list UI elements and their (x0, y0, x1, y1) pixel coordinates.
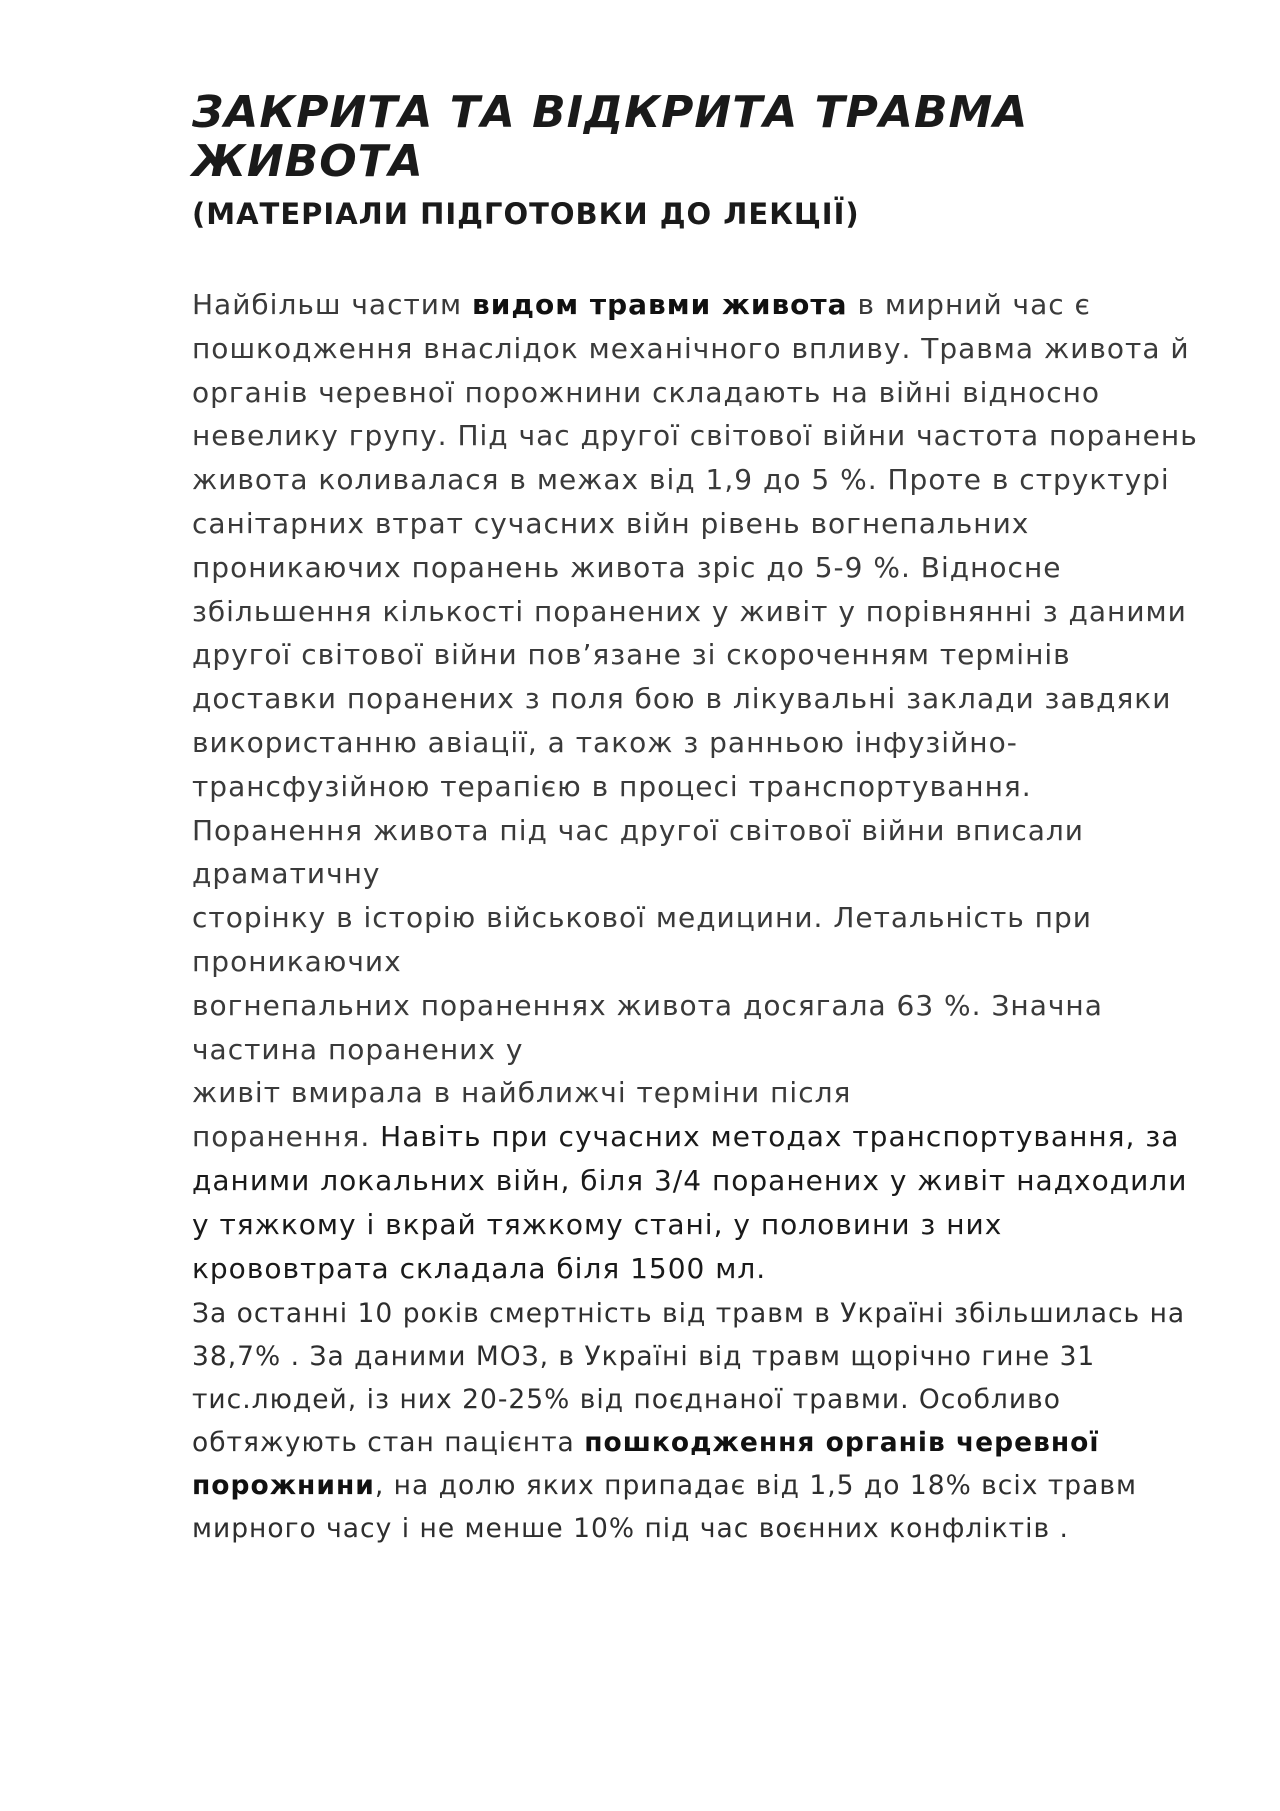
document-title: ЗАКРИТА ТА ВІДКРИТА ТРАВМА ЖИВОТА (192, 87, 1029, 187)
paragraph-3-bold-term: пошкодження органів черевної порожнини (192, 1427, 1100, 1502)
paragraph-1-text-rest: в мирний час є пошкодження внаслідок механічного впливу. Травма живота й органів черевної порожнини складають на війні відносно невелику групу. Під час другої світової війни частота поранень живота коливалася в межах від 1,9 до 5 %. Проте в структурі санітарних втрат сучасних війн рівень вогнепальних проникаючих поранень живота зріс до 5-9 %. Відносне збільшення кількості поранених у живіт у порівнянні з даними другої світової війни пов’язане зі скороченням термінів доставки поранених з поля бою в лікувальні заклади завдяки використанню авіації, а також з ранньою інфузійно-трансфузійною терапією в процесі транспортування. (192, 288, 1198, 803)
paragraph-2-line-5 (192, 1115, 1202, 1290)
paragraph-2-line-3: вогнепальних пораненнях живота досягала 63 %. Значна частина поранених у (192, 988, 1103, 1066)
paragraph-3-text-start: За останні 10 років смертність від травм в Україні збільшилась на 38,7% . За даними МОЗ, в Україні від травм щорічно гине 31 тис.людей, із них 20-25% від поєднаної травми. Особливо обтяжують стан пацієнта (192, 1298, 1186, 1459)
paragraph-2-line-2: сторінку в історію військової медицини. Летальність при проникаючих (192, 901, 1092, 978)
paragraph-2-line-4: живіт вмирала в найближчі терміни після (192, 1076, 852, 1110)
paragraph-2 (192, 809, 1202, 1291)
paragraph-1-bold-term: видом травми живота (472, 288, 848, 321)
document-subtitle: (МАТЕРІАЛИ ПІДГОТОВКИ ДО ЛЕКЦІЇ) (192, 197, 860, 231)
paragraph-1-text-start: Найбільш частим (192, 288, 473, 321)
paragraph-3-text-rest: , на долю яких припадає від 1,5 до 18% всіх травм мирного часу і не менше 10% під час воєнних конфліктів . (192, 1470, 1137, 1545)
paragraph-3 (192, 1292, 1202, 1550)
paragraph-1 (192, 283, 1202, 809)
paragraph-2-line-1: Поранення живота під час другої світової війни вписали драматичну (192, 813, 1084, 891)
paragraph-2-emphasis: Навіть при сучасних методах транспортування, за даними локальних війн, біля 3/4 поранених у живіт надходили у тяжкому і вкрай тяжкому стані, у половини з них крововтрата складала біля 1500 мл. (192, 1120, 1188, 1285)
paragraph-2-line-5-start: поранення. (192, 1120, 381, 1154)
document-content (192, 88, 1202, 1550)
